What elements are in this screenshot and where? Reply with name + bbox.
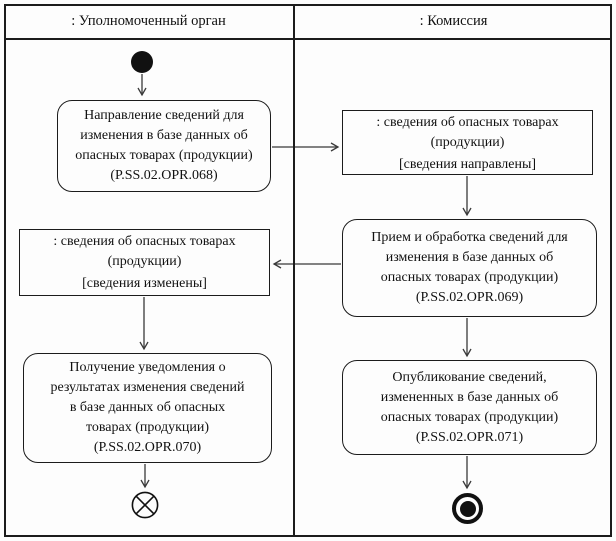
object-name-line: : сведения об опасных товарах [53,234,236,249]
lane-header-authorized-body: : Уполномоченный орган [71,13,226,29]
action-node-publish-data [342,360,597,455]
object-name-line: : сведения об опасных товарах [376,115,559,130]
text-line: изменения в базе данных об [385,250,554,265]
lane-header-separator [4,38,612,40]
object-name-line: (продукции) [430,135,505,150]
text-line: Прием и обработка сведений для [371,230,568,245]
activity-final-core [460,501,476,517]
text-line: (P.SS.02.OPR.070) [93,440,202,455]
activity-final-icon [452,493,483,524]
lane-header-commission: : Комиссия [419,13,488,29]
text-line: опасных товарах (продукции) [75,148,253,163]
lane-divider [293,4,295,537]
flow-final-icon [131,491,159,519]
initial-node-icon [131,51,153,73]
object-node-data-changed [19,229,270,296]
action-node-receive-notification [23,353,272,463]
object-state-label: [сведения изменены] [82,276,207,291]
text-line: Получение уведомления о [69,360,226,375]
text-line: в базе данных об опасных [69,400,226,415]
text-line: опасных товарах (продукции) [380,270,559,285]
text-line: измененных в базе данных об [380,390,559,405]
object-state-label: [сведения направлены] [398,157,537,172]
text-line: Направление сведений для [84,108,244,123]
text-line: (P.SS.02.OPR.068) [110,168,218,183]
object-node-data-sent [342,110,593,175]
action-node-receive-process [342,219,597,317]
text-line: Опубликование сведений, [392,370,547,385]
text-line: (P.SS.02.OPR.071) [415,430,524,445]
text-line: (P.SS.02.OPR.069) [415,290,524,305]
object-name-line: (продукции) [107,254,182,269]
text-line: товарах (продукции) [85,420,210,435]
text-line: изменения в базе данных об [80,128,248,143]
action-node-send-data [57,100,271,192]
text-line: опасных товарах (продукции) [380,410,559,425]
text-line: результатах изменения сведений [50,380,245,395]
